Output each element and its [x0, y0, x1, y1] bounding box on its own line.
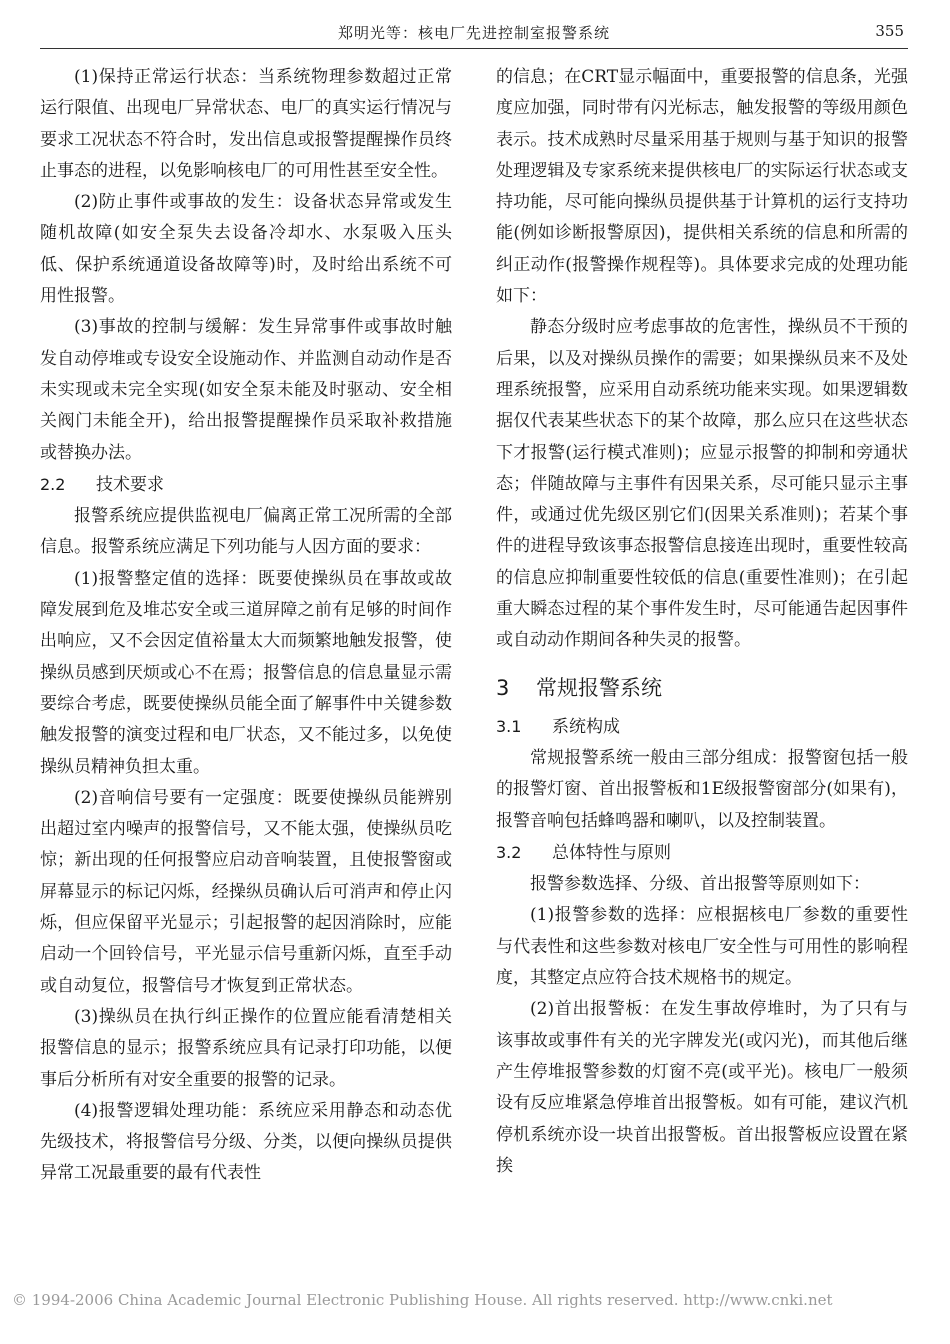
section-title: 系统构成 — [552, 716, 620, 737]
paragraph: 报警参数选择、分级、首出报警等原则如下： — [530, 874, 870, 895]
right-column — [496, 62, 908, 1182]
copyright-footer: © 1994-2006 China Academic Journal Electronic Publishing House. All rights reserved. http://www.cnki.net — [12, 1291, 833, 1309]
section-title: 常规报警系统 — [536, 675, 662, 700]
paragraph: 报警系统应提供监视电厂偏离正常工况所需的全部信息。报警系统应满足下列功能与人因方面的要求： — [40, 506, 452, 558]
section-title: 总体特性与原则 — [552, 842, 671, 863]
paragraph: (1)报警整定值的选择：既要使操纵员在事故或故障发展到危及堆芯安全或三道屏障之前有足够的时间作出响应，又不会因定值裕量太大而频繁地触发报警，使操纵员感到厌烦或心不在焉；报警信息的信息量显示需要综合考虑，既要使操纵员能全面了解事件中关键参数触发报警的演变过程和电厂状态，又不能过多，以免使操纵员精神负担太重。 — [40, 568, 452, 777]
page-number: 355 — [875, 22, 904, 40]
paragraph: 的信息；在CRT显示幅面中，重要报警的信息条，光强度应加强，同时带有闪光标志，触发报警的等级用颜色表示。技术成熟时尽量采用基于规则与基于知识的报警处理逻辑及专家系统来提供核电厂的实际运行状态或支持功能，尽可能向操纵员提供基于计算机的运行支持功能(例如诊断报警原因)，提供相关系统的信息和所需的纠正动作(报警操作规程等)。具体要求完成的处理功能如下： — [496, 67, 908, 307]
paragraph: 常规报警系统一般由三部分组成：报警窗包括一般的报警灯窗、首出报警板和1E级报警窗部分(如果有)，报警音响包括蜂鸣器和喇叭，以及控制装置。 — [496, 747, 908, 831]
section-number: 3 — [496, 675, 510, 700]
paragraph: (3)事故的控制与缓解：发生异常事件或事故时触发自动停堆或专设安全设施动作、并监测自动动作是否未实现或未完全实现(如安全泵未能及时驱动、安全相关阀门未能全开)，给出报警提醒操作员采取补救措施或替换办法。 — [40, 317, 452, 463]
section-number: 3.1 — [496, 716, 522, 736]
paragraph: (1)报警参数的选择：应根据核电厂参数的重要性与代表性和这些参数对核电厂安全性与可用性的影响程度，其整定点应符合技术规格书的规定。 — [496, 905, 908, 989]
section-number: 3.2 — [496, 842, 522, 862]
paragraph: (1)保持正常运行状态：当系统物理参数超过正常运行限值、出现电厂异常状态、电厂的真实运行情况与要求工况状态不符合时，发出信息或报警提醒操作员终止事态的进程，以免影响核电厂的可用性甚至安全性。 — [40, 67, 452, 181]
section-heading-3 — [496, 671, 908, 705]
section-number: 2.2 — [40, 474, 66, 494]
section-title: 技术要求 — [96, 474, 164, 495]
paragraph: 静态分级时应考虑事故的危害性，操纵员不干预的后果，以及对操纵员操作的需要；如果操纵员来不及处理系统报警，应采用自动系统功能来实现。如果逻辑数据仅代表某些状态下的某个故障，那么应只在这些状态下才报警(运行模式准则)；应显示报警的抑制和旁通状态；伴随故障与主事件有因果关系，尽可能只显示主事件，或通过优先级区别它们(因果关系准则)；若某个事件的进程导致该事态报警信息接连出现时，重要性较高的信息应抑制重要性较低的信息(重要性准则)；在引起重大瞬态过程的某个事件发生时，尽可能通告起因事件或自动动作期间各种失灵的报警。 — [496, 317, 908, 651]
paragraph: (3)操纵员在执行纠正操作的位置应能看清楚相关报警信息的显示；报警系统应具有记录打印功能，以便事后分析所有对安全重要的报警的记录。 — [40, 1006, 452, 1090]
section-heading-2-2 — [40, 469, 452, 501]
section-heading-3-1 — [496, 711, 908, 743]
paragraph: (2)音响信号要有一定强度：既要使操纵员能辨别出超过室内噪声的报警信号，又不能太强，使操纵员吃惊；新出现的任何报警应启动音响装置，且使报警窗或屏幕显示的标记闪烁，经操纵员确认后可消声和停止闪烁，但应保留平光显示；引起报警的起因消除时，应能启动一个回铃信号，平光显示信号重新闪烁，直至手动或自动复位，报警信号才恢复到正常状态。 — [40, 787, 452, 996]
paragraph: (4)报警逻辑处理功能：系统应采用静态和动态优先级技术，将报警信号分级、分类，以便向操纵员提供异常工况最重要的最有代表性 — [40, 1100, 452, 1184]
running-title: 郑明光等：核电厂先进控制室报警系统 — [337, 24, 610, 42]
paragraph: (2)首出报警板：在发生事故停堆时，为了只有与该事故或事件有关的光字牌发光(或闪光)，而其他后继产生停堆报警参数的灯窗不亮(或平光)。核电厂一般须设有反应堆紧急停堆首出报警板。如有可能，建议汽机停机系统亦设一块首出报警板。首出报警板应设置在紧挨 — [496, 999, 908, 1176]
section-heading-3-2 — [496, 837, 908, 869]
paragraph: (2)防止事件或事故的发生：设备状态异常或发生随机故障(如安全泵失去设备冷却水、水泵吸入压头低、保护系统通道设备故障等)时，及时给出系统不可用性报警。 — [40, 192, 452, 307]
left-column — [40, 62, 452, 1190]
running-header — [40, 18, 908, 49]
